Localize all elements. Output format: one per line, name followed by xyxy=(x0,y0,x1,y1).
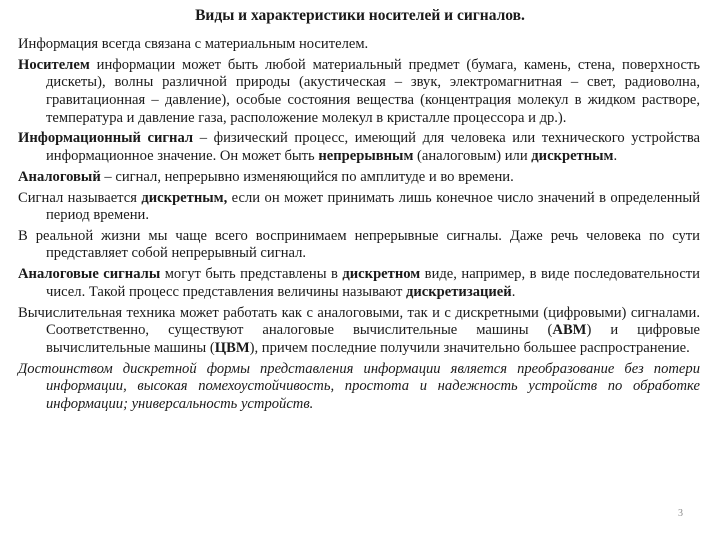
paragraph-8 xyxy=(18,305,700,358)
paragraph-8-text-3: ), причем последние получили значительно большее распространение. xyxy=(249,339,690,356)
paragraph-3-text-3: . xyxy=(613,147,618,164)
term-information-signal: Информационный сигнал xyxy=(18,130,194,147)
paragraph-4-text: – сигнал, непрерывно изменяющийся по амплитуде и во времени. xyxy=(100,168,514,185)
page-title: Виды и характеристики носителей и сигналов. xyxy=(195,7,525,24)
paragraph-3-text-2: (аналоговым) или xyxy=(413,147,532,164)
term-continuous: непрерывным xyxy=(318,147,414,164)
paragraph-6-text: В реальной жизни мы чаще всего воспринимаем непрерывные сигналы. Даже речь человека по сути представляет собой непрерывный сигнал. xyxy=(18,227,700,262)
paragraph-8-text-1: Вычислительная техника может работать как с аналоговыми, так и с дискретными (цифровыми) сигналами. Соответственно, существуют аналоговые вычислительные машины ( xyxy=(18,304,700,339)
paragraph-7 xyxy=(18,266,700,301)
text-body xyxy=(18,36,700,417)
paragraph-5-text-1: Сигнал называется xyxy=(18,189,142,206)
paragraph-7-text-3: . xyxy=(511,283,516,300)
term-cvm: ЦВМ xyxy=(214,339,250,356)
page-number: 3 xyxy=(678,508,683,519)
term-analog: Аналоговый xyxy=(18,168,101,185)
paragraph-6 xyxy=(18,228,700,263)
paragraph-5-text-2: если он может принимать лишь конечное число значений в определенный период времени. xyxy=(46,189,701,224)
term-avm: АВМ xyxy=(552,322,587,339)
term-discretization: дискретизацией xyxy=(405,283,512,300)
term-analog-signals: Аналоговые сигналы xyxy=(18,266,161,283)
paragraph-9-text: Достоинством дискретной формы представления информации является преобразование без потери информации, высокая помехоустойчивость, простота и надежность устройств по обработке информации; универсальность устройств. xyxy=(18,360,700,412)
paragraph-2-text: информации может быть любой материальный предмет (бумага, камень, стена, поверхность дискеты), волны различной природы (акустическая – звук, электромагнитная – свет, радиоволна, гравитационная – давление), особые состояния вещества (концентрация молекул в жидком растворе, температура и давление газа, расположение молекул в кристалле процессора и др.). xyxy=(46,56,700,126)
paragraph-2 xyxy=(18,57,700,127)
term-carrier: Носителем xyxy=(18,56,90,73)
paragraph-1-text: Информация всегда связана с материальным носителем. xyxy=(18,36,369,52)
paragraph-7-text-1: могут быть представлены в xyxy=(160,266,343,283)
term-discrete-form: дискретном xyxy=(342,266,421,283)
paragraph-8-text-2: ) и цифровые вычислительные машины ( xyxy=(46,322,701,356)
paragraph-7-text-2: виде, например, в виде последовательности чисел. Такой процесс представления величины называют xyxy=(46,266,700,300)
paragraph-1 xyxy=(18,36,700,54)
paragraph-3 xyxy=(18,130,700,165)
paragraph-4 xyxy=(18,169,700,187)
term-discrete-signal: дискретным, xyxy=(141,189,228,206)
paragraph-3-text-1: – физический процесс, имеющий для человека или технического устройства информационное значение. Он может быть xyxy=(46,130,700,164)
paragraph-5 xyxy=(18,190,700,225)
term-discrete: дискретным xyxy=(531,147,614,164)
paragraph-9 xyxy=(18,361,700,414)
